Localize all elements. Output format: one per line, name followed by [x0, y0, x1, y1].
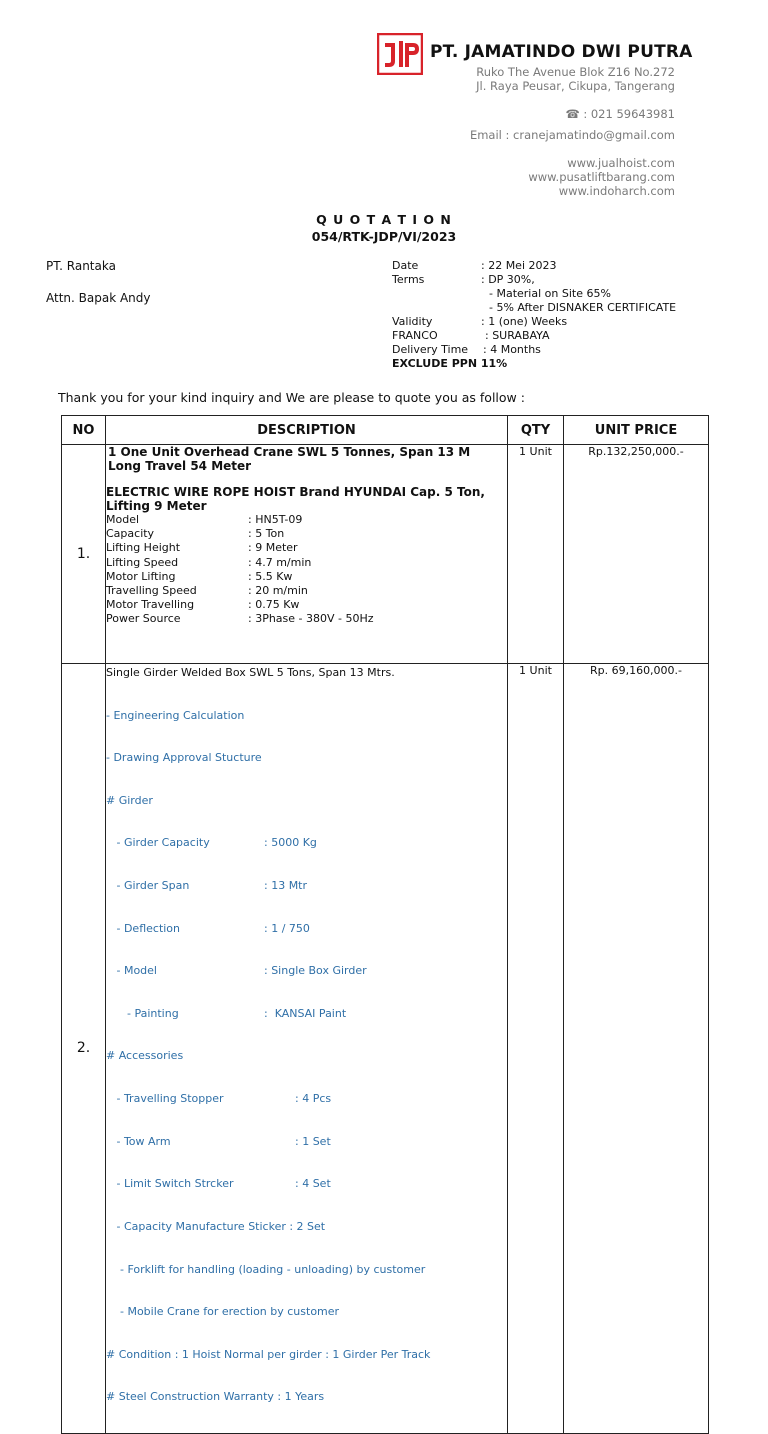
- detail-line: - Drawing Approval Stucture: [106, 751, 262, 765]
- quotation-number: 054/RTK-JDP/VI/2023: [311, 229, 457, 244]
- spec-row: Lifting Height : 9 Meter: [106, 541, 298, 555]
- company-logo: [377, 33, 423, 75]
- spec-list: [106, 513, 507, 627]
- row-number: 1.: [62, 445, 106, 664]
- detail-line: - Engineering Calculation: [106, 708, 245, 722]
- spec-row: Motor Travelling : 0.75 Kw: [106, 598, 300, 612]
- item-detail-list: [106, 680, 507, 1433]
- header-description: DESCRIPTION: [106, 416, 508, 445]
- row-unit-price: Rp. 69,160,000.-: [564, 664, 709, 1434]
- spec-row: Lifting Speed : 4.7 m/min: [106, 555, 312, 569]
- detail-line: # Girder: [106, 793, 153, 807]
- detail-line: - Tow Arm : 1 Set: [106, 1134, 331, 1148]
- header-no: NO: [62, 416, 106, 445]
- website-1[interactable]: www.jualhoist.com: [567, 156, 675, 170]
- row-number: 2.: [62, 664, 106, 1434]
- spec-row: Model : HN5T-09: [106, 513, 303, 526]
- item-subtitle: ELECTRIC WIRE ROPE HOIST Brand HYUNDAI Cap. 5 Ton, Lifting 9 Meter: [106, 485, 485, 513]
- terms-value: : DP 30%,: [481, 273, 535, 286]
- intro-text: Thank you for your kind inquiry and We are please to quote you as follow :: [58, 390, 525, 405]
- detail-line: - Girder Span : 13 Mtr: [106, 879, 308, 893]
- row-unit-price: Rp.132,250,000.-: [564, 445, 709, 664]
- detail-line: # Condition : 1 Hoist Normal per girder : 1 Girder Per Track: [106, 1347, 431, 1361]
- detail-line: - Mobile Crane for erection by customer: [106, 1305, 340, 1319]
- phone-number: ☎ : 021 59643981: [565, 107, 675, 121]
- delivery-value: : 4 Months: [483, 343, 541, 356]
- item-title: 1 One Unit Overhead Crane SWL 5 Tonnes, Span 13 M Long Travel 54 Meter: [108, 445, 471, 473]
- detail-line: # Accessories: [106, 1049, 184, 1063]
- quotation-title: Q U O T A T I O N: [316, 212, 452, 227]
- table-row: [62, 445, 709, 664]
- row-description: [106, 664, 508, 1434]
- header-unit-price: UNIT PRICE: [564, 416, 709, 445]
- header-qty: QTY: [508, 416, 564, 445]
- spec-row: Capacity : 5 Ton: [106, 527, 285, 541]
- detail-line: - Girder Capacity : 5000 Kg: [106, 836, 317, 850]
- detail-line: - Travelling Stopper : 4 Pcs: [106, 1092, 332, 1106]
- detail-line: - Limit Switch Strcker : 4 Set: [106, 1177, 331, 1191]
- website-3[interactable]: www.indoharch.com: [558, 184, 675, 198]
- tax-note: EXCLUDE PPN 11%: [392, 357, 508, 370]
- table-header-row: [62, 416, 709, 445]
- website-2[interactable]: www.pusatliftbarang.com: [528, 170, 675, 184]
- table-row: [62, 664, 709, 1434]
- address-line-2: Jl. Raya Peusar, Cikupa, Tangerang: [476, 79, 675, 93]
- row-qty: 1 Unit: [508, 445, 564, 664]
- recipient-attention: Attn. Bapak Andy: [46, 291, 151, 305]
- validity-label: Validity: [392, 315, 433, 328]
- validity-value: : 1 (one) Weeks: [481, 315, 568, 328]
- detail-line: - Painting : KANSAI Paint: [106, 1006, 347, 1020]
- detail-line: - Deflection : 1 / 750: [106, 921, 310, 935]
- date-value: : 22 Mei 2023: [481, 259, 557, 272]
- delivery-label: Delivery Time: [392, 343, 469, 356]
- franco-value: : SURABAYA: [485, 329, 550, 342]
- detail-line: - Capacity Manufacture Sticker : 2 Set: [106, 1219, 326, 1233]
- spec-row: Motor Lifting : 5.5 Kw: [106, 569, 293, 583]
- row-description: [106, 445, 508, 664]
- email-address: Email : cranejamatindo@gmail.com: [469, 128, 675, 142]
- company-name: PT. JAMATINDO DWI PUTRA: [430, 42, 693, 62]
- recipient-company: PT. Rantaka: [46, 259, 116, 273]
- quotation-table: [61, 415, 709, 1434]
- terms-label: Terms: [392, 273, 425, 286]
- row-qty: 1 Unit: [508, 664, 564, 1434]
- terms-line-3: - 5% After DISNAKER CERTIFICATE: [489, 301, 677, 314]
- address-line-1: Ruko The Avenue Blok Z16 No.272: [476, 65, 675, 79]
- date-label: Date: [392, 259, 419, 272]
- detail-line: - Model : Single Box Girder: [106, 964, 367, 978]
- spec-row: Power Source : 3Phase - 380V - 50Hz: [106, 612, 374, 626]
- detail-line: # Steel Construction Warranty : 1 Years: [106, 1390, 325, 1404]
- spec-row: Travelling Speed : 20 m/min: [106, 584, 308, 598]
- terms-line-2: - Material on Site 65%: [489, 287, 611, 300]
- item-title: Single Girder Welded Box SWL 5 Tons, Span 13 Mtrs.: [106, 666, 395, 679]
- franco-label: FRANCO: [392, 329, 438, 342]
- detail-line: - Forklift for handling (loading - unloading) by customer: [106, 1262, 426, 1276]
